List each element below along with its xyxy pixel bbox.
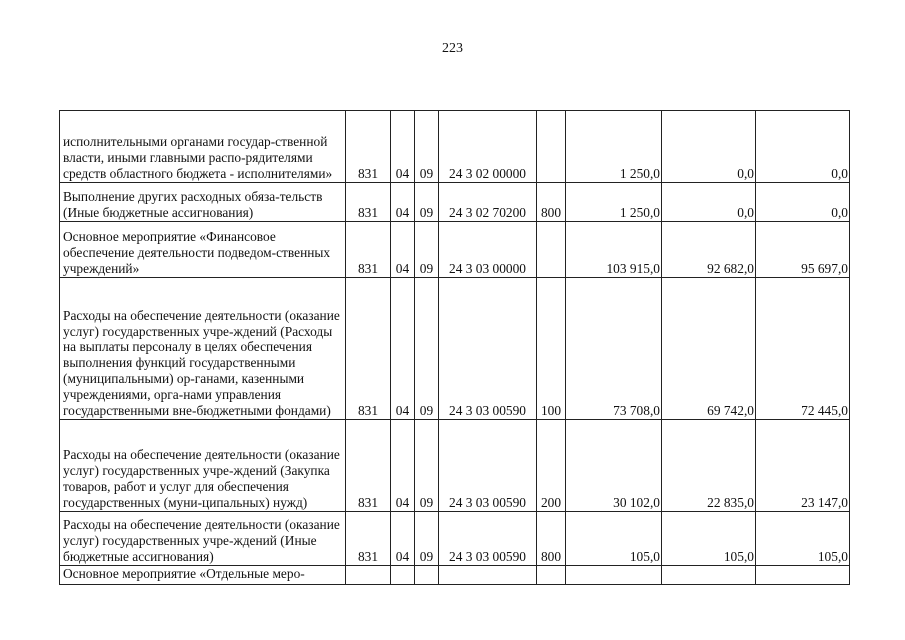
row-name: исполнительными органами государ-ственной власти, иными главными распо-рядителями средств областного бюджета - исполнителями» bbox=[60, 111, 346, 183]
target-article-code: 24 3 03 00590 bbox=[439, 278, 537, 420]
ministry-code: 831 bbox=[346, 222, 391, 278]
table-row bbox=[60, 512, 850, 566]
subsection-code: 09 bbox=[415, 183, 439, 222]
ministry-code bbox=[346, 566, 391, 585]
expense-type-code: 800 bbox=[537, 512, 566, 566]
subsection-code: 09 bbox=[415, 420, 439, 512]
section-code: 04 bbox=[391, 278, 415, 420]
target-article-code bbox=[439, 566, 537, 585]
amount-1: 73 708,0 bbox=[566, 278, 662, 420]
section-code bbox=[391, 566, 415, 585]
section-code: 04 bbox=[391, 111, 415, 183]
section-code: 04 bbox=[391, 420, 415, 512]
row-name: Расходы на обеспечение деятельности (оказание услуг) государственных учре-ждений (Иные бюджетные ассигнования) bbox=[60, 512, 346, 566]
amount-3: 105,0 bbox=[756, 512, 850, 566]
expense-type-code bbox=[537, 111, 566, 183]
expense-type-code: 200 bbox=[537, 420, 566, 512]
ministry-code: 831 bbox=[346, 183, 391, 222]
amount-1: 1 250,0 bbox=[566, 111, 662, 183]
table-row bbox=[60, 278, 850, 420]
section-code: 04 bbox=[391, 183, 415, 222]
expense-type-code bbox=[537, 222, 566, 278]
amount-2: 105,0 bbox=[662, 512, 756, 566]
subsection-code bbox=[415, 566, 439, 585]
amount-1: 1 250,0 bbox=[566, 183, 662, 222]
row-name: Выполнение других расходных обяза-тельств (Иные бюджетные ассигнования) bbox=[60, 183, 346, 222]
section-code: 04 bbox=[391, 512, 415, 566]
amount-2: 92 682,0 bbox=[662, 222, 756, 278]
amount-3: 0,0 bbox=[756, 183, 850, 222]
page-number: 223 bbox=[442, 41, 463, 56]
amount-2: 69 742,0 bbox=[662, 278, 756, 420]
target-article-code: 24 3 03 00590 bbox=[439, 512, 537, 566]
subsection-code: 09 bbox=[415, 111, 439, 183]
target-article-code: 24 3 02 00000 bbox=[439, 111, 537, 183]
amount-1: 30 102,0 bbox=[566, 420, 662, 512]
table-row bbox=[60, 222, 850, 278]
table-row bbox=[60, 183, 850, 222]
amount-2 bbox=[662, 566, 756, 585]
section-code: 04 bbox=[391, 222, 415, 278]
amount-3: 95 697,0 bbox=[756, 222, 850, 278]
budget-table bbox=[59, 110, 850, 585]
expense-type-code: 800 bbox=[537, 183, 566, 222]
amount-1: 103 915,0 bbox=[566, 222, 662, 278]
amount-1 bbox=[566, 566, 662, 585]
row-name: Основное мероприятие «Финансовое обеспечение деятельности подведом-ственных учреждений» bbox=[60, 222, 346, 278]
amount-3: 72 445,0 bbox=[756, 278, 850, 420]
amount-3: 0,0 bbox=[756, 111, 850, 183]
expense-type-code bbox=[537, 566, 566, 585]
row-name: Расходы на обеспечение деятельности (оказание услуг) государственных учре-ждений (Закупка товаров, работ и услуг для обеспечения государственных (муни-ципальных) нужд) bbox=[60, 420, 346, 512]
target-article-code: 24 3 03 00000 bbox=[439, 222, 537, 278]
amount-2: 0,0 bbox=[662, 183, 756, 222]
target-article-code: 24 3 03 00590 bbox=[439, 420, 537, 512]
row-name: Основное мероприятие «Отдельные меро- bbox=[60, 566, 346, 585]
amount-3: 23 147,0 bbox=[756, 420, 850, 512]
subsection-code: 09 bbox=[415, 512, 439, 566]
amount-2: 0,0 bbox=[662, 111, 756, 183]
table-body bbox=[60, 111, 850, 585]
amount-3 bbox=[756, 566, 850, 585]
ministry-code: 831 bbox=[346, 420, 391, 512]
ministry-code: 831 bbox=[346, 111, 391, 183]
expense-type-code: 100 bbox=[537, 278, 566, 420]
subsection-code: 09 bbox=[415, 278, 439, 420]
target-article-code: 24 3 02 70200 bbox=[439, 183, 537, 222]
ministry-code: 831 bbox=[346, 512, 391, 566]
subsection-code: 09 bbox=[415, 222, 439, 278]
amount-2: 22 835,0 bbox=[662, 420, 756, 512]
ministry-code: 831 bbox=[346, 278, 391, 420]
row-name: Расходы на обеспечение деятельности (оказание услуг) государственных учре-ждений (Расходы на выплаты персоналу в целях обеспечения выполнения функций государственными (муниципальными) ор-ганами, казенными учреждениями, орга-нами управления государственными вне-бюджетными фондами) bbox=[60, 278, 346, 420]
table-row bbox=[60, 420, 850, 512]
table-row bbox=[60, 566, 850, 585]
amount-1: 105,0 bbox=[566, 512, 662, 566]
table-row bbox=[60, 111, 850, 183]
